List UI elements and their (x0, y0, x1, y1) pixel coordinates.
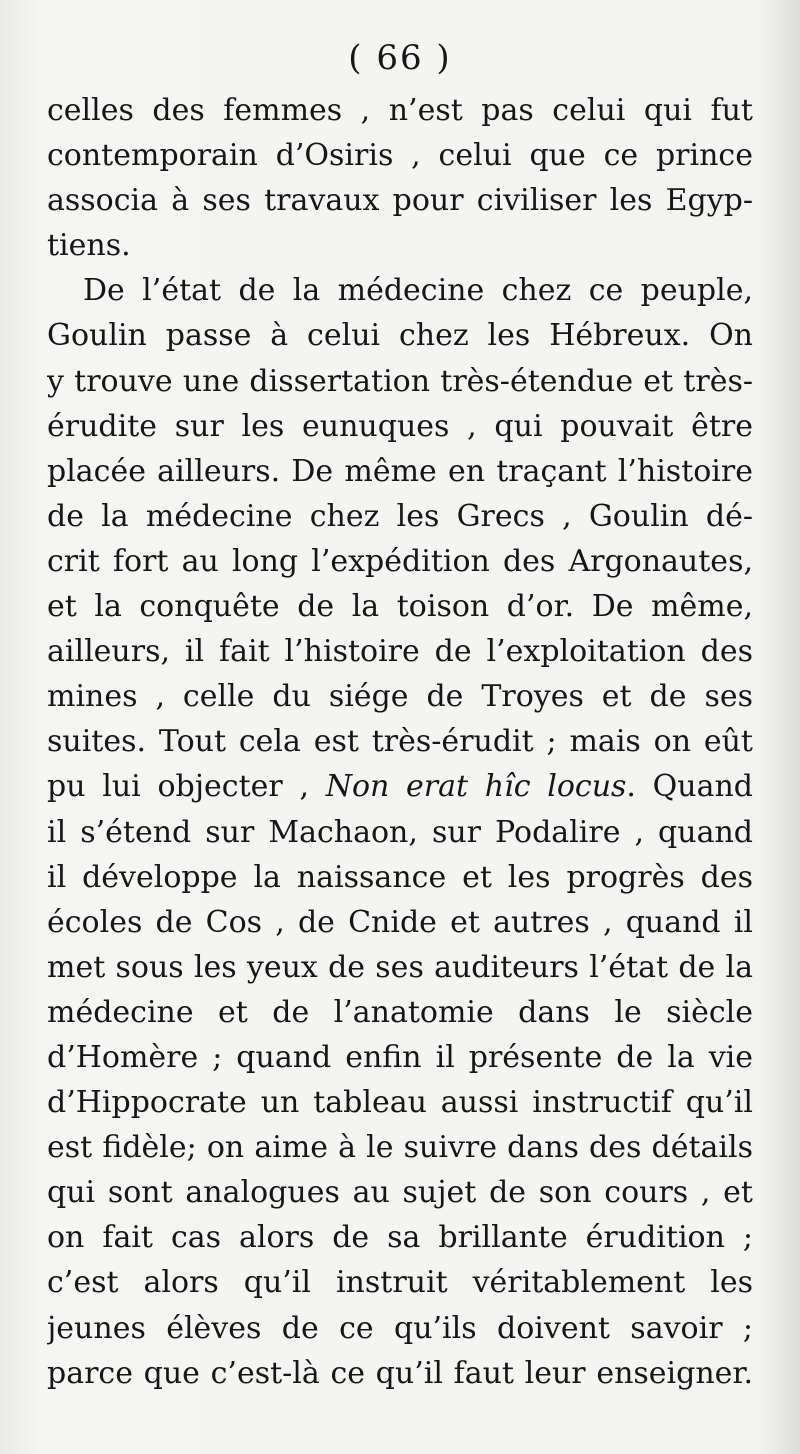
text-line: érudite sur les eunuques , qui pouvait être (47, 408, 753, 444)
text-line: met sous les yeux de ses auditeurs l’état de la (47, 949, 753, 985)
text-segment: . Quand (626, 769, 753, 805)
text-line: associa à ses travaux pour civiliser les Egyp- (47, 183, 753, 219)
text-line: il s’étend sur Machaon, sur Podalire , quand (47, 814, 753, 850)
text-line: est fidèle; on aime à le suivre dans des détails (47, 1130, 753, 1166)
text-line: parce que c’est-là ce qu’il faut leur enseigner. (47, 1355, 753, 1391)
text-line: Goulin passe à celui chez les Hébreux. On (47, 318, 753, 354)
text-line: placée ailleurs. De même en traçant l’histoire (47, 453, 753, 489)
text-line: jeunes élèves de ce qu’ils doivent savoir ; (47, 1310, 753, 1346)
body-text (47, 88, 753, 1396)
text-line: qui sont analogues au sujet de son cours , et (47, 1175, 753, 1211)
text-line: celles des femmes , n’est pas celui qui fut (47, 93, 753, 128)
text-line: de la médecine chez les Grecs , Goulin dé- (47, 498, 753, 534)
text-line: suites. Tout cela est très-érudit ; mais on eût (47, 724, 753, 760)
text-line: ailleurs, il fait l’histoire de l’exploitation des (47, 634, 753, 670)
text-line: mines , celle du siége de Troyes et de ses (47, 679, 753, 715)
text-line: on fait cas alors de sa brillante érudition ; (47, 1220, 753, 1256)
text-line: d’Homère ; quand enfin il présente de la vie (47, 1039, 753, 1075)
text-line: il développe la naissance et les progrès des (47, 859, 753, 895)
text-line: c’est alors qu’il instruit véritablement les (47, 1265, 753, 1301)
text-line: y trouve une dissertation très-étendue et très- (47, 363, 753, 399)
text-line: contemporain d’Osiris , celui que ce prince (47, 138, 753, 174)
paragraph-first-line: De l’état de la médecine chez ce peuple, (83, 273, 753, 309)
text-line: d’Hippocrate un tableau aussi instructif qu’il (47, 1085, 753, 1121)
text-segment: pu lui objecter , (47, 769, 326, 805)
text-line-with-italic (47, 764, 753, 809)
italic-phrase: Non erat hîc locus (325, 769, 627, 805)
text-line: crit fort au long l’expédition des Argonautes, (47, 543, 753, 579)
text-line: médecine et de l’anatomie dans le siècle (47, 994, 753, 1030)
page-number: ( 66 ) (348, 38, 452, 78)
text-line: et la conquête de la toison d’or. De même, (47, 589, 753, 625)
text-line: écoles de Cos , de Cnide et autres , quand il (47, 904, 753, 940)
text-line: tiens. (47, 228, 131, 264)
